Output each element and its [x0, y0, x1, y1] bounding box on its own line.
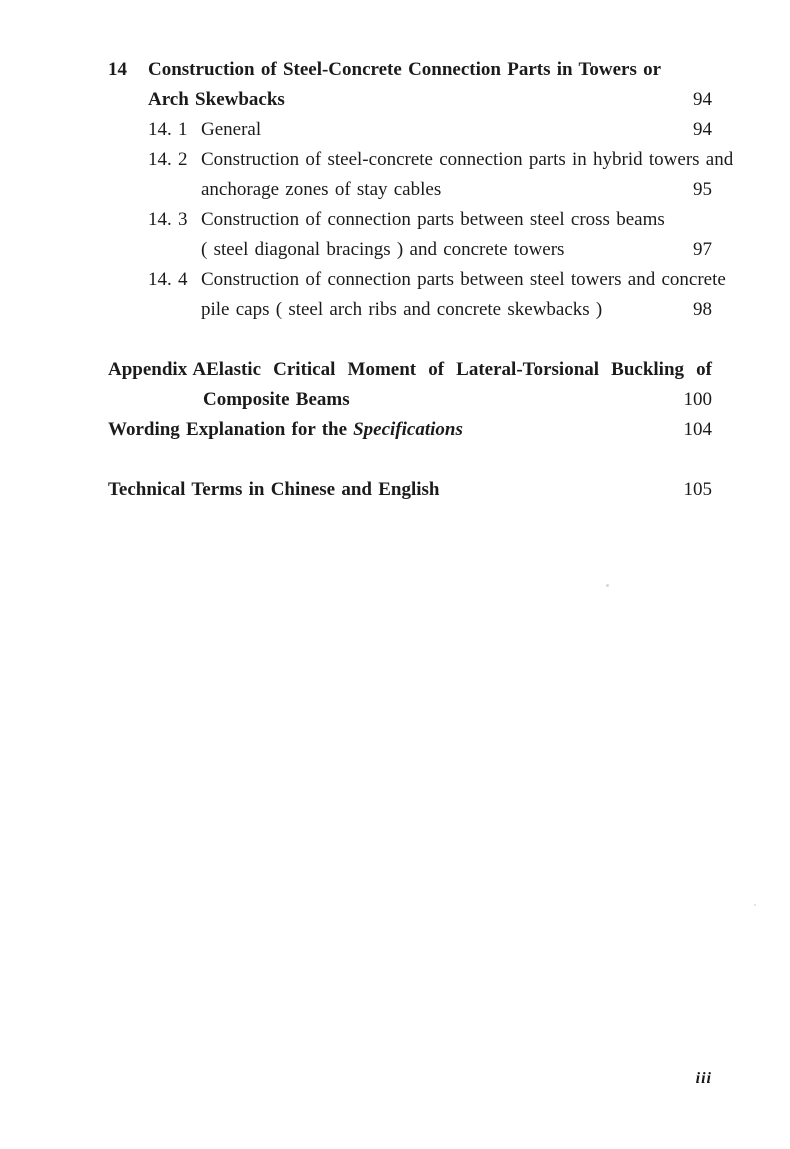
footer-page-number: iii — [695, 1070, 712, 1087]
toc-entry-number: 14. 2 — [148, 149, 188, 170]
toc-entry-title: Construction of Steel-Concrete Connection Parts in Towers or — [148, 59, 662, 80]
toc-entry-14-3-line1 — [108, 205, 712, 235]
toc-entry-title: Technical Terms in Chinese and English — [108, 479, 440, 500]
toc-page-number: 105 — [683, 479, 712, 500]
toc-entry-title-continued: pile caps ( steel arch ribs and concrete skewbacks ) — [201, 299, 603, 320]
toc-entry-14-1 — [108, 115, 712, 145]
toc-entry-ch14-line1 — [108, 55, 712, 85]
toc-entry-number: Appendix A — [108, 359, 207, 380]
section-gap — [108, 325, 712, 355]
toc-entry-14-2-line2 — [108, 175, 712, 205]
toc-entry-14-4-line2 — [108, 295, 712, 325]
wording-prefix: Wording Explanation for the — [108, 419, 348, 440]
toc-entry-14-3-line2 — [108, 235, 712, 265]
toc-entry-title-continued: Composite Beams — [203, 389, 350, 410]
section-gap — [108, 445, 712, 475]
toc-entry-title-continued: anchorage zones of stay cables — [201, 179, 442, 200]
toc-page-number: 94 — [693, 119, 712, 140]
toc-entry-title — [108, 415, 670, 445]
toc-page-number: 97 — [693, 239, 712, 260]
toc-entry-technical-terms — [108, 475, 712, 505]
toc-page-number: 104 — [683, 419, 712, 440]
scan-speck — [606, 584, 609, 587]
toc-page-number: 94 — [693, 89, 712, 110]
toc-entry-ch14-line2 — [108, 85, 712, 115]
toc-entry-number: 14. 1 — [148, 119, 188, 140]
toc-entry-14-2-line1 — [108, 145, 734, 175]
toc-entry-title: Construction of connection parts between steel cross beams — [201, 209, 665, 230]
toc-entry-14-4-line1 — [108, 265, 726, 295]
table-of-contents — [108, 55, 734, 505]
toc-entry-number: 14. 3 — [148, 209, 188, 230]
toc-entry-title-continued: ( steel diagonal bracings ) and concrete towers — [201, 239, 565, 260]
toc-entry-title: Construction of connection parts between steel towers and concrete — [201, 269, 726, 290]
toc-page-number: 95 — [693, 179, 712, 200]
scan-speck — [754, 904, 756, 906]
toc-page-number: 100 — [683, 389, 712, 410]
toc-entry-title: General — [201, 119, 262, 140]
toc-entry-title-continued: Arch Skewbacks — [148, 89, 285, 110]
toc-entry-appendix-a-line1 — [108, 355, 712, 385]
toc-entry-number: 14 — [108, 59, 127, 80]
toc-entry-wording-explanation — [108, 415, 712, 445]
toc-entry-title: Construction of steel-concrete connection parts in hybrid towers and — [201, 149, 734, 170]
toc-entry-appendix-a-line2 — [108, 385, 712, 415]
toc-entry-title: Elastic Critical Moment of Lateral-Torsional Buckling of — [206, 359, 712, 380]
toc-page-number: 98 — [693, 299, 712, 320]
wording-specifications-italic: Specifications — [353, 419, 463, 440]
toc-entry-number: 14. 4 — [148, 269, 188, 290]
